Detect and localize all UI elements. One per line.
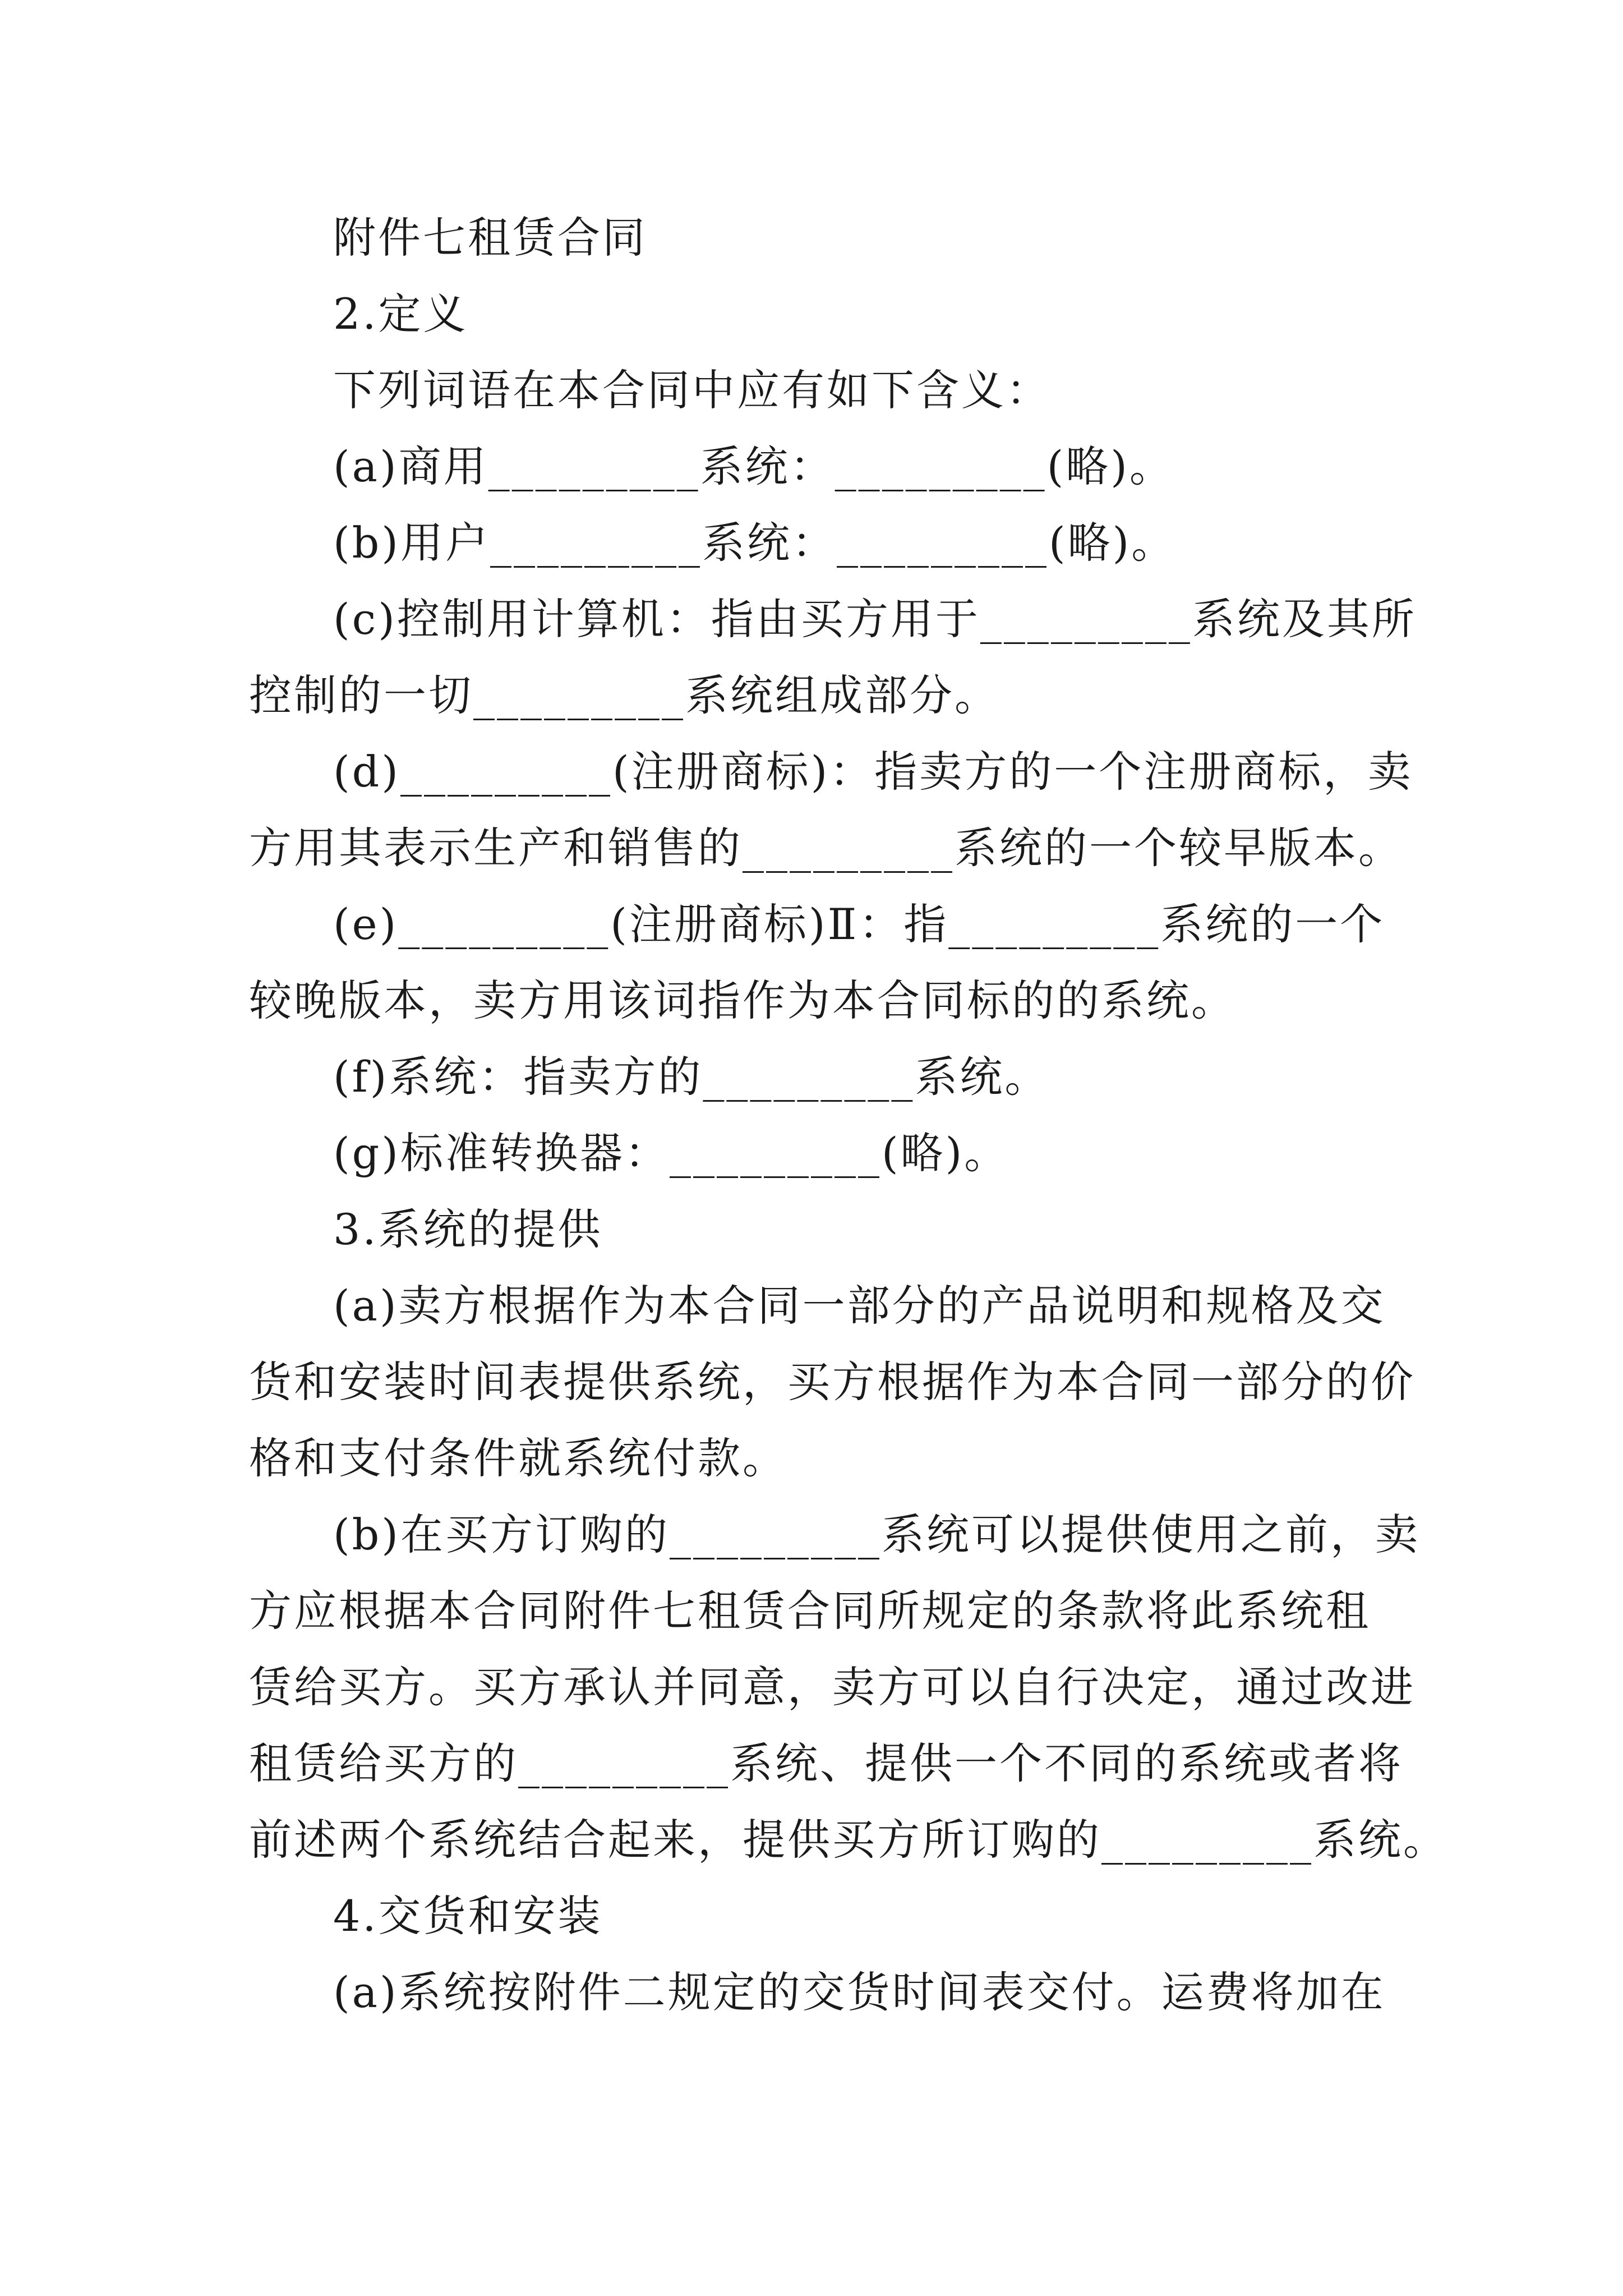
definition-item: (g)标准转换器：_________(略)。 [333,1128,1009,1178]
clause-item: (a)系统按附件二规定的交货时间表交付。运费将加在 [333,1967,1386,2017]
paragraph-line: 租赁给买方的_________系统、提供一个不同的系统或者将 [249,1738,1403,1788]
paragraph-line: 方应根据本合同附件七租赁合同所规定的条款将此系统租 [249,1586,1371,1636]
paragraph-line: 格和支付条件就系统付款。 [249,1433,787,1483]
paragraph-line: 货和安装时间表提供系统，买方根据作为本合同一部分的价 [249,1357,1415,1407]
document-title: 附件七租赁合同 [333,213,647,263]
paragraph-line: 前述两个系统结合起来，提供买方所订购的_________系统。 [249,1815,1448,1865]
definition-item: (c)控制用计算机：指由买方用于_________系统及其所 [333,594,1417,644]
paragraph-line: 赁给买方。买方承认并同意，卖方可以自行决定，通过改进 [249,1662,1415,1712]
paragraph-line: 较晚版本，卖方用该词指作为本合同标的的系统。 [249,976,1236,1025]
definition-item: (e)_________(注册商标)Ⅱ：指_________系统的一个 [333,899,1385,949]
section-heading: 3.系统的提供 [333,1204,603,1254]
definition-item: (b)用户_________系统：_________(略)。 [333,518,1177,568]
paragraph-line: 下列词语在本合同中应有如下含义： [333,365,1051,415]
section-heading: 4.交货和安装 [333,1891,603,1941]
paragraph-line: 方用其表示生产和销售的_________系统的一个较早版本。 [249,823,1403,873]
section-heading: 2.定义 [333,289,468,339]
clause-item: (a)卖方根据作为本合同一部分的产品说明和规格及交 [333,1281,1386,1331]
paragraph-line: 控制的一切_________系统组成部分。 [249,670,999,720]
definition-item: (d)_________(注册商标)：指卖方的一个注册商标，卖 [333,747,1413,797]
definition-item: (a)商用_________系统：_________(略)。 [333,441,1174,491]
definition-item: (f)系统：指卖方的_________系统。 [333,1052,1050,1102]
clause-item: (b)在买方订购的_________系统可以提供使用之前，卖 [333,1510,1420,1559]
